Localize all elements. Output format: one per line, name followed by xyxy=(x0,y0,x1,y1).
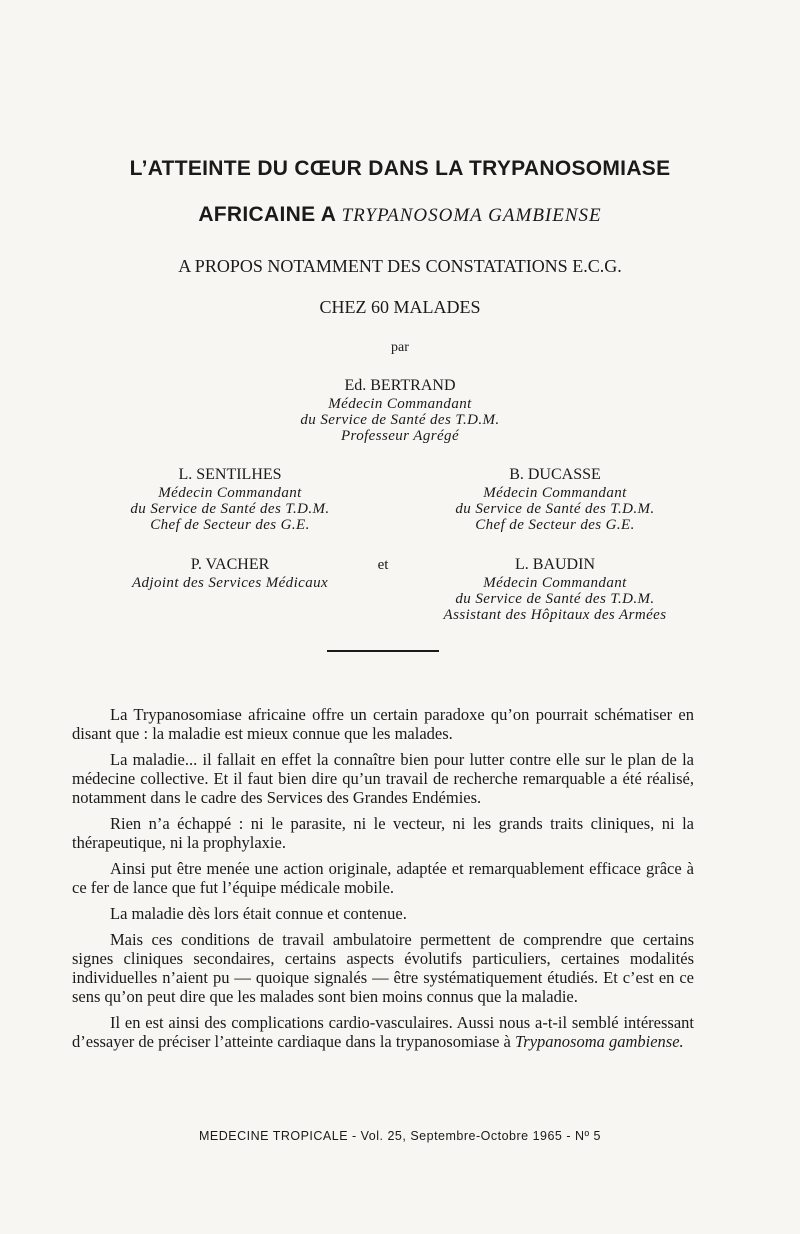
title-species: TRYPANOSOMA GAMBIENSE xyxy=(341,205,602,226)
by-label: par xyxy=(391,340,409,355)
paragraph: La maladie dès lors était connue et contenue. xyxy=(110,904,407,923)
paragraph: Ainsi put être menée une action originale, adaptée et remarquablement efficace grâce à ce fer de lance que fut l’équipe médicale mobile. xyxy=(72,859,694,897)
author-role: Médecin Commandant xyxy=(158,485,302,501)
section-divider xyxy=(327,650,439,652)
author-role: du Service de Santé des T.D.M. xyxy=(130,501,330,517)
author-name: P. VACHER xyxy=(190,556,270,573)
author-name: L. SENTILHES xyxy=(178,466,282,483)
article-body xyxy=(72,705,694,1058)
author-role: Médecin Commandant xyxy=(483,575,627,591)
and-conjunction: et xyxy=(377,557,389,573)
species-name: Trypanosoma gambiense. xyxy=(515,1032,684,1051)
author-role: du Service de Santé des T.D.M. xyxy=(300,412,500,428)
subtitle-line-1: A PROPOS NOTAMMENT DES CONSTATATIONS E.C.G. xyxy=(178,256,622,276)
author-bertrand xyxy=(250,377,550,444)
paragraph-text: Il en est ainsi des complications cardio-vasculaires. Aussi nous a-t-il semblé intéressant d’essayer de préciser l’atteinte cardiaque dans la trypanosomiase à xyxy=(72,1013,694,1051)
journal-citation: MEDECINE TROPICALE - Vol. 25, Septembre-Octobre 1965 - Nº 5 xyxy=(198,1129,602,1143)
author-role: Adjoint des Services Médicaux xyxy=(131,575,329,591)
author-name: B. DUCASSE xyxy=(509,466,601,483)
author-name: L. BAUDIN xyxy=(515,556,595,573)
author-role: du Service de Santé des T.D.M. xyxy=(455,591,655,607)
article-title-line-1: L’ATTEINTE DU CŒUR DANS LA TRYPANOSOMIASE xyxy=(129,157,671,180)
author-role: du Service de Santé des T.D.M. xyxy=(455,501,655,517)
paragraph: La maladie... il fallait en effet la connaître bien pour lutter contre elle sur le plan de la médecine collective. Et il faut bien dire qu’un travail de recherche remarquable a été réalisé, notamment dans le cadre des Services des Grandes Endémies. xyxy=(72,750,694,807)
paragraph: Mais ces conditions de travail ambulatoire permettent de comprendre que certains signes cliniques secondaires, certains aspects évolutifs particuliers, certaines modalités individuelles n’aient pu — quoique signalés — être systématiquement étudiés. Et c’est en ce sens qu’on peut dire que les malades sont bien moins connus que la maladie. xyxy=(72,930,694,1006)
author-role: Assistant des Hôpitaux des Armées xyxy=(443,607,667,623)
author-role: Chef de Secteur des G.E. xyxy=(150,517,310,533)
article-title-line-2 xyxy=(0,203,800,227)
author-role: Médecin Commandant xyxy=(483,485,627,501)
subtitle-line-2: CHEZ 60 MALADES xyxy=(319,297,481,317)
author-name: Ed. BERTRAND xyxy=(344,377,456,394)
author-role: Médecin Commandant xyxy=(328,396,472,412)
author-sentilhes xyxy=(95,466,365,533)
paragraph xyxy=(72,1013,694,1051)
author-role: Chef de Secteur des G.E. xyxy=(475,517,635,533)
title-prefix: AFRICAINE A xyxy=(198,203,336,226)
author-vacher xyxy=(95,556,365,591)
author-baudin xyxy=(405,556,705,623)
author-ducasse xyxy=(405,466,705,533)
paragraph: La Trypanosomiase africaine offre un certain paradoxe qu’on pourrait schématiser en disant que : la maladie est mieux connue que les malades. xyxy=(72,705,694,743)
author-role: Professeur Agrégé xyxy=(340,428,460,444)
paragraph: Rien n’a échappé : ni le parasite, ni le vecteur, ni les grands traits cliniques, ni la thérapeutique, ni la prophylaxie. xyxy=(72,814,694,852)
